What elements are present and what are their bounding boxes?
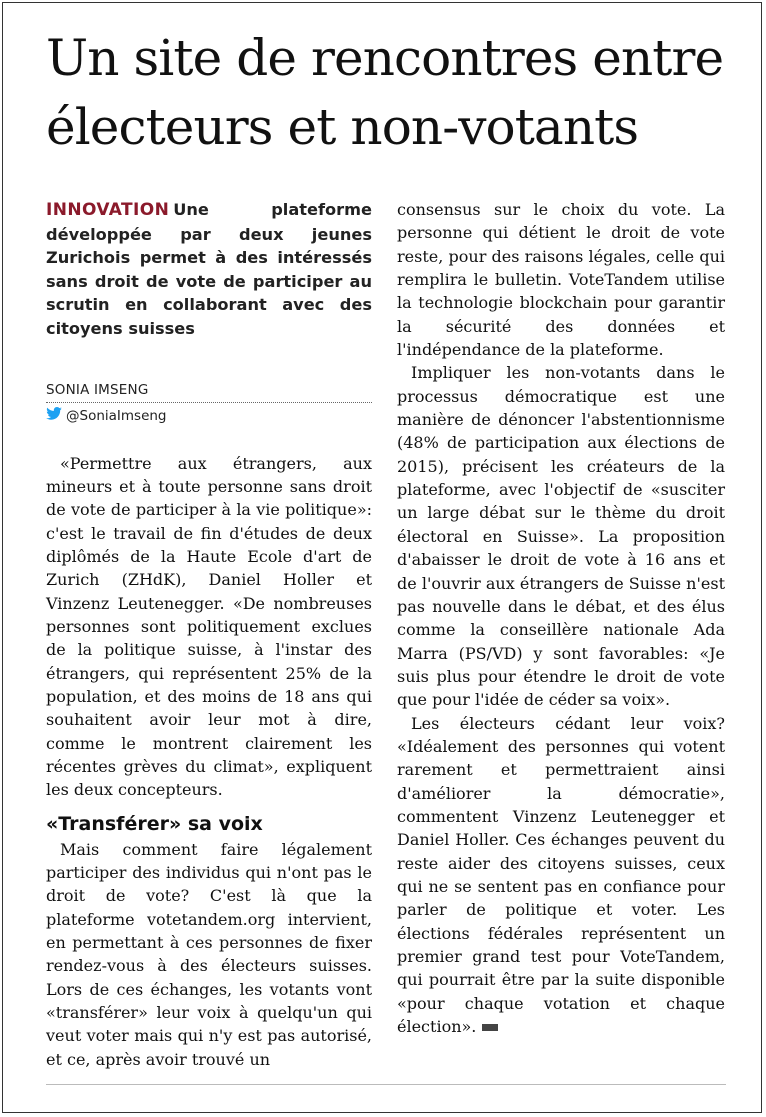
byline	[46, 381, 372, 425]
right-column	[397, 198, 725, 1038]
end-of-article-mark	[482, 1024, 498, 1031]
bottom-rule	[46, 1084, 726, 1085]
body-paragraph-2: Mais comment faire légalement participer des individus qui n'ont pas le droit de vote? C'est là que la plateforme votetandem.org intervient, en permettant à ces personnes de fixer rendez-vous à des électeurs suisses. Lors de ces échanges, les votants vont «transférer» leur voix à quelqu'un qui veut voter mais qui n'y est pas autorisé, et ce, après avoir trouvé un	[46, 839, 372, 1069]
author-name: SONIA IMSENG	[46, 381, 149, 398]
section-tag: INNOVATION	[46, 200, 170, 220]
body-paragraph-2-continued: consensus sur le choix du vote. La personne qui détient le droit de vote reste, pour des raisons légales, celle qui remplira le bulletin. VoteTandem utilise la technologie blockchain pour garantir la sécurité des données et l'indépendance de la plateforme.	[397, 200, 725, 360]
twitter-handle-row[interactable]	[46, 407, 372, 425]
headline: Un site de rencontres entre électeurs et non-votants	[46, 29, 724, 156]
lead-paragraph	[46, 198, 372, 341]
body-paragraph-4	[397, 712, 725, 1039]
byline-divider	[46, 402, 372, 403]
body-paragraph-4-text: Les électeurs cédant leur voix? «Idéalement des personnes qui votent rarement et permettraient ainsi d'améliorer la démocratie», commentent Vinzenz Leutenegger et Daniel Holler. Ces échanges peuvent du reste aider des citoyens suisses, ceux qui ne se sentent pas en confiance pour parler de politique et voter. Les élections fédérales représentent un premier grand test pour VoteTandem, qui pourrait être par la suite disponible «pour chaque votation et chaque élection».	[397, 713, 725, 1037]
subheading: «Transférer» sa voix	[46, 812, 263, 835]
twitter-handle: @SoniaImseng	[66, 407, 167, 424]
left-column	[46, 198, 372, 1071]
lead-text: Une plateforme développée par deux jeunes Zurichois permet à des intéressés sans droit de vote de participer au scrutin en collaborant avec des citoyens suisses	[46, 200, 372, 338]
twitter-bird-icon	[46, 407, 62, 425]
body-paragraph-3: Impliquer les non-votants dans le processus démocratique est une manière de dénoncer l'abstentionnisme (48% de participation aux élections de 2015), précisent les créateurs de la plateforme, avec l'objectif de «susciter un large débat sur le thème du droit électoral en Suisse». La proposition d'abaisser le droit de vote à 16 ans et de l'ouvrir aux étrangers de Suisse n'est pas nouvelle dans le débat, et des élus comme la conseillère nationale Ada Marra (PS/VD) y sont favorables: «Je suis plus pour étendre le droit de vote que pour l'idée de céder sa voix».	[397, 363, 725, 710]
body-paragraph-1: «Permettre aux étrangers, aux mineurs et à toute personne sans droit de vote de participer à la vie politique»: c'est le travail de fin d'études de deux diplômés de la Haute Ecole d'art de Zurich (ZHdK), Daniel Holler et Vinzenz Leutenegger. «De nombreuses personnes sont politiquement exclues de la politique suisse, à l'instar des étrangers, qui représentent 25% de la population, et des moins de 18 ans qui souhaitent avoir leur mot à dire, comme le montrent clairement les récentes grèves du climat», expliquent les deux concepteurs.	[46, 453, 372, 800]
